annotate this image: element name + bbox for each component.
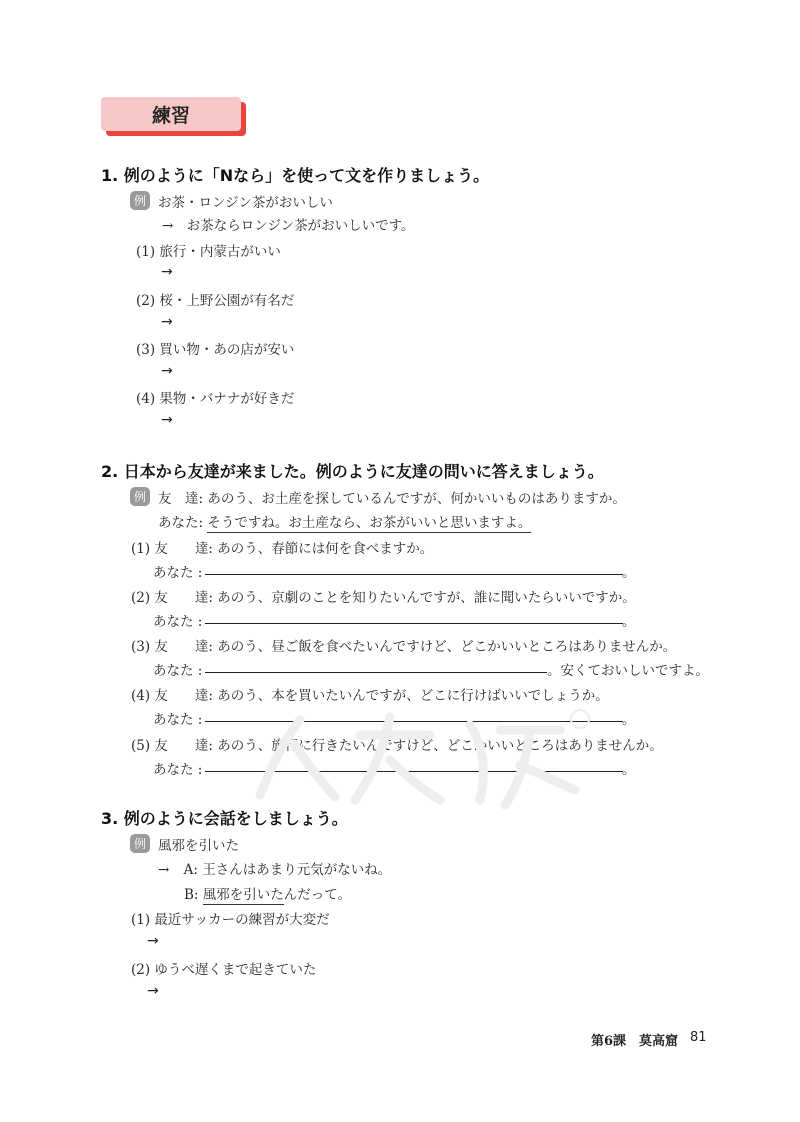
ex3-example-line-b: B: 風邪を引いたんだって。 xyxy=(184,887,352,903)
ex3-item-1-arrow: → xyxy=(147,933,159,949)
ex2-item-4-you-label: あなた : xyxy=(153,712,203,728)
ex2-item-4-question: (4) 友 達: あのう、本を買いたいんですが、どこに行けばいいでしょうか。 xyxy=(131,688,609,704)
ex2-item-5-question: (5) 友 達: あのう、旅行に行きたいんですけど、どこかいいところはありませんか。 xyxy=(131,738,663,754)
example-badge-1: 例 xyxy=(130,191,150,210)
ex2-item-1-question: (1) 友 達: あのう、春節には何を食べますか。 xyxy=(131,541,434,557)
ex3-example-line-a: → A: 王さんはあまり元気がないね。 xyxy=(158,862,392,878)
example-badge-3: 例 xyxy=(130,834,150,853)
ex1-item-3-arrow: → xyxy=(161,363,173,379)
ex1-item-2-arrow: → xyxy=(161,314,173,330)
ex2-item-3-you-label: あなた : xyxy=(153,663,203,679)
ex2-item-4-period: 。 xyxy=(622,712,636,728)
ex1-item-4-arrow: → xyxy=(161,412,173,428)
ex2-example-you: あなた: そうですね。お土産なら、お茶がいいと思いますよ。 xyxy=(158,515,532,531)
exercise-3-heading: 3. 例のように会話をしましょう。 xyxy=(101,809,348,828)
ex1-item-2: (2) 桜・上野公園が有名だ xyxy=(136,293,295,309)
ex2-item-2-answer-blank[interactable] xyxy=(205,623,623,624)
ex1-item-3: (3) 買い物・あの店が安い xyxy=(136,342,295,358)
ex2-item-2-period: 。 xyxy=(622,614,636,630)
ex2-item-3-question: (3) 友 達: あのう、昼ご飯を食べたいんですけど、どこかいいところはありませんか。 xyxy=(131,639,677,655)
ex3-item-2: (2) ゆうべ遅くまで起きていた xyxy=(131,962,317,978)
ex3-item-2-arrow: → xyxy=(147,983,159,999)
footer-lesson-title: 第6課 莫高窟 xyxy=(591,1034,679,1049)
ex2-item-1-answer-blank[interactable] xyxy=(205,574,623,575)
ex1-item-4: (4) 果物・バナナが好きだ xyxy=(136,391,295,407)
ex1-item-1-arrow: → xyxy=(161,264,173,280)
ex1-item-1: (1) 旅行・内蒙古がいい xyxy=(136,244,281,260)
ex2-item-4-answer-blank[interactable] xyxy=(205,721,623,722)
ex2-item-3-answer-blank[interactable] xyxy=(205,672,547,673)
example-badge-2: 例 xyxy=(130,487,150,506)
exercise-1-heading: 1. 例のように「Nなら」を使って文を作りましょう。 xyxy=(101,166,490,185)
ex1-example-question: お茶・ロンジン茶がおいしい xyxy=(158,195,333,211)
page-number: 81 xyxy=(690,1030,707,1045)
ex2-item-2-question: (2) 友 達: あのう、京劇のことを知りたいんですが、誰に聞いたらいいですか。 xyxy=(131,590,636,606)
ex2-item-2-you-label: あなた : xyxy=(153,614,203,630)
ex3-example-question: 風邪を引いた xyxy=(158,838,239,854)
ex2-item-1-period: 。 xyxy=(622,565,636,581)
section-tag: 練習 xyxy=(101,97,241,131)
ex2-item-5-answer-blank[interactable] xyxy=(205,771,623,772)
ex2-item-5-you-label: あなた : xyxy=(153,762,203,778)
ex2-item-5-period: 。 xyxy=(622,762,636,778)
ex1-example-answer: → お茶ならロンジン茶がおいしいです。 xyxy=(162,218,415,234)
ex2-example-friend: 友 達: あのう、お土産を探しているんですが、何かいいものはありますか。 xyxy=(158,491,626,507)
ex2-item-1-you-label: あなた : xyxy=(153,565,203,581)
exercise-2-heading: 2. 日本から友達が来ました。例のように友達の問いに答えましょう。 xyxy=(101,462,604,481)
ex2-item-3-suffix: 。安くておいしいですよ。 xyxy=(547,663,709,679)
ex3-item-1: (1) 最近サッカーの練習が大変だ xyxy=(131,912,330,928)
